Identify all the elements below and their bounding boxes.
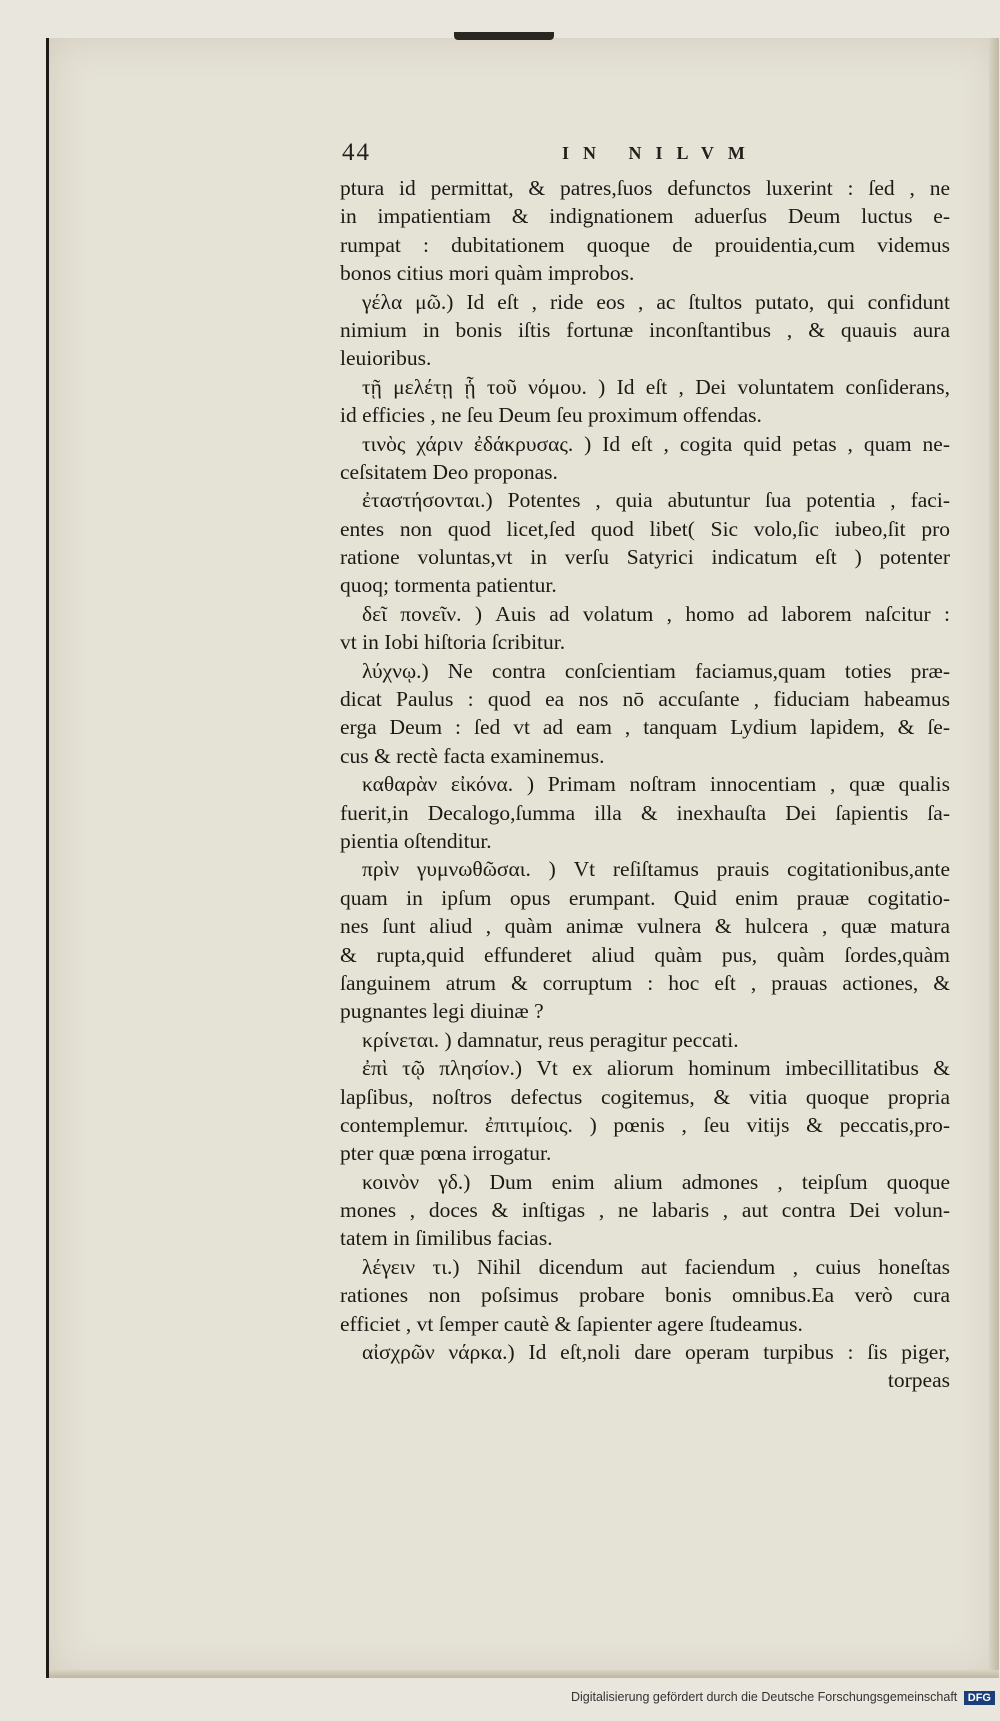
text-line: pugnantes legi diuinæ ? (340, 999, 544, 1024)
text-line: id efficies , ne ſeu Deum ſeu proximum offendas. (340, 403, 762, 428)
text-line: bonos citius mori quàm improbos. (340, 261, 635, 286)
text-line: ratione voluntas,vt in verſu Satyrici indicatum eſt ) potenter (340, 545, 950, 570)
page-number: 44 (342, 139, 371, 166)
text-line: tatem in ſimilibus facias. (340, 1226, 553, 1251)
text-line: leuioribus. (340, 346, 432, 371)
page-edge-bottom (49, 1670, 999, 1678)
text-line: ptura id permittat, & patres,ſuos defunctos luxerint : ſed , ne (340, 176, 950, 200)
binding-mark (454, 32, 554, 40)
text-line: quam in ipſum opus erumpant. Quid enim prauæ cogitatio- (340, 885, 950, 910)
text-line: ceſsitatem Deo proponas. (340, 459, 558, 484)
text-line: efficiet , vt ſemper cautè & ſapienter agere ſtudeamus. (340, 1311, 803, 1336)
text-line: in impatientiam & indignationem aduerſus Deum luctus e- (340, 204, 950, 229)
text-line: & rupta,quid effunderet aliud quàm pus, quàm ſordes,quàm (340, 942, 950, 967)
text-line: nes ſunt aliud , quàm animæ vulnera & hulcera , quæ matura (340, 914, 950, 939)
text-line: rumpat : dubitationem quoque de prouidentia,cum videmus (340, 232, 950, 257)
annotation-line: τῇ μελέτῃ ᾗ τοῦ νόμου. ) Id eſt , Dei voluntatem conſiderans, (362, 374, 950, 399)
text-line: quoq; tormenta patientur. (340, 573, 557, 598)
text-line: erga Deum : ſed vt ad eam , tanquam Lydium lapidem, & ſe- (340, 715, 950, 740)
annotation-line: αἰσχρῶν νάρκα.) Id eſt,noli dare operam turpibus : ſis piger, (362, 1340, 950, 1365)
digitization-credit (0, 1690, 995, 1712)
credit-text: Digitalisierung gefördert durch die Deutsche Forschungsgemeinschaft (570, 1690, 958, 1704)
text-line: nimium in bonis iſtis fortunæ inconſtantibus , & quauis aura (340, 317, 950, 342)
text-line: ſanguinem atrum & corruptum : hoc eſt , prauas actiones, & (340, 970, 950, 995)
annotation-line: ἐταστήσονται.) Potentes , quia abutuntur ſua potentia , faci- (362, 488, 950, 513)
catchword: torpeas (887, 1368, 950, 1393)
text-line: mones , doces & inſtigas , ne labaris , aut contra Dei volun- (340, 1198, 950, 1223)
text-line: contemplemur. ἐπιτιμίοις. ) pœnis , ſeu vitijs & peccatis,pro- (340, 1112, 950, 1137)
body-text (340, 174, 950, 1395)
text-line: entes non quod licet,ſed quod libet( Sic volo,ſic iubeo,ſit pro (340, 516, 950, 541)
annotation-line: τινὸς χάριν ἐδάκρυσας. ) Id eſt , cogita quid petas , quam ne- (362, 431, 950, 456)
page-edge-right (989, 38, 999, 1678)
annotation-line: δεῖ πονεῖν. ) Auis ad volatum , homo ad laborem naſcitur : (362, 601, 950, 626)
annotation-line: καθαρὰν εἰκόνα. ) Primam noſtram innocentiam , quæ qualis (362, 772, 950, 797)
text-line: pientia oſtenditur. (340, 828, 492, 853)
annotation-line: κρίνεται. ) damnatur, reus peragitur peccati. (362, 1027, 739, 1052)
running-title: IN NILVM (562, 143, 759, 163)
annotation-line: λύχνῳ.) Ne contra conſcientiam faciamus,quam toties præ- (362, 658, 950, 683)
text-line: dicat Paulus : quod ea nos nō accuſante , fiduciam habeamus (340, 687, 950, 712)
annotation-line: λέγειν τι.) Nihil dicendum aut faciendum , cuius honeſtas (362, 1254, 950, 1279)
text-line: vt in Iobi hiſtoria ſcribitur. (340, 630, 566, 655)
text-line: cus & rectè facta examinemus. (340, 743, 605, 768)
text-line: fuerit,in Decalogo,ſumma illa & inexhauſta Dei ſapientis ſa- (340, 800, 950, 825)
annotation-line: κοινὸν γδ.) Dum enim alium admones , teipſum quoque (362, 1169, 950, 1194)
running-head (342, 139, 942, 175)
annotation-line: πρὶν γυμνωθῶσαι. ) Vt reſiſtamus prauis cogitationibus,ante (362, 857, 950, 882)
text-line: lapſibus, noſtros defectus cogitemus, & vitia quoque propria (340, 1084, 950, 1109)
annotation-line: γέλα μῶ.) Id eſt , ride eos , ac ſtultos putato, qui confidunt (362, 289, 950, 314)
text-line: pter quæ pœna irrogatur. (340, 1141, 552, 1166)
dfg-logo: DFG (964, 1691, 995, 1705)
annotation-line: ἐπὶ τῷ πλησίον.) Vt ex aliorum hominum imbecillitatibus & (362, 1056, 950, 1081)
text-line: rationes non poſsimus probare bonis omnibus.Ea verò cura (340, 1283, 950, 1308)
